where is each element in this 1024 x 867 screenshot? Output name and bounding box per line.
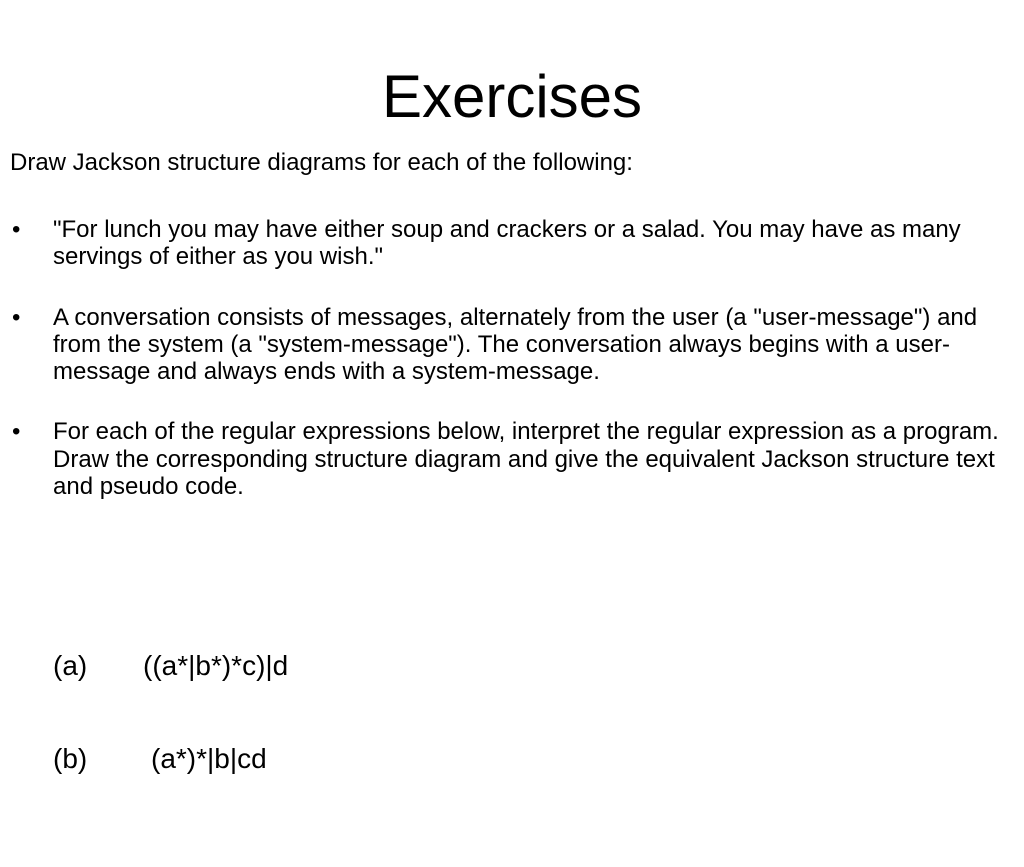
- bullet-item-lunch: [10, 216, 1018, 271]
- regex-item-a: [53, 650, 289, 681]
- regex-expression: ((a*|b*)*c)|d: [143, 650, 289, 681]
- bullet-icon: •: [12, 303, 21, 331]
- bullet-text: "For lunch you may have either soup and crackers or a salad. You may have as many servings of either as you wish.": [53, 216, 961, 271]
- regex-expression: (a*)*|b|cd: [151, 743, 267, 774]
- bullet-text: A conversation consists of messages, alternately from the user (a "user-message") and from the system (a "system-message"). The conversation always begins with a user-message and always ends with a system-message.: [53, 303, 978, 386]
- regex-label: (b): [53, 743, 88, 774]
- slide-title: Exercises: [381, 63, 643, 130]
- bullet-text: For each of the regular expressions below, interpret the regular expression as a program. Draw the corresponding structure diagram and give the equivalent Jackson structure text and pseudo code.: [53, 418, 999, 501]
- intro-text: Draw Jackson structure diagrams for each of the following:: [10, 149, 633, 176]
- bullet-list: [10, 216, 1018, 533]
- regex-list: [53, 588, 289, 836]
- bullet-item-regex: [10, 418, 1018, 500]
- bullet-icon: •: [12, 216, 21, 243]
- bullet-item-conversation: [10, 304, 1018, 386]
- regex-item-b: [53, 743, 267, 774]
- bullet-icon: •: [12, 418, 21, 446]
- regex-label: (a): [53, 650, 88, 681]
